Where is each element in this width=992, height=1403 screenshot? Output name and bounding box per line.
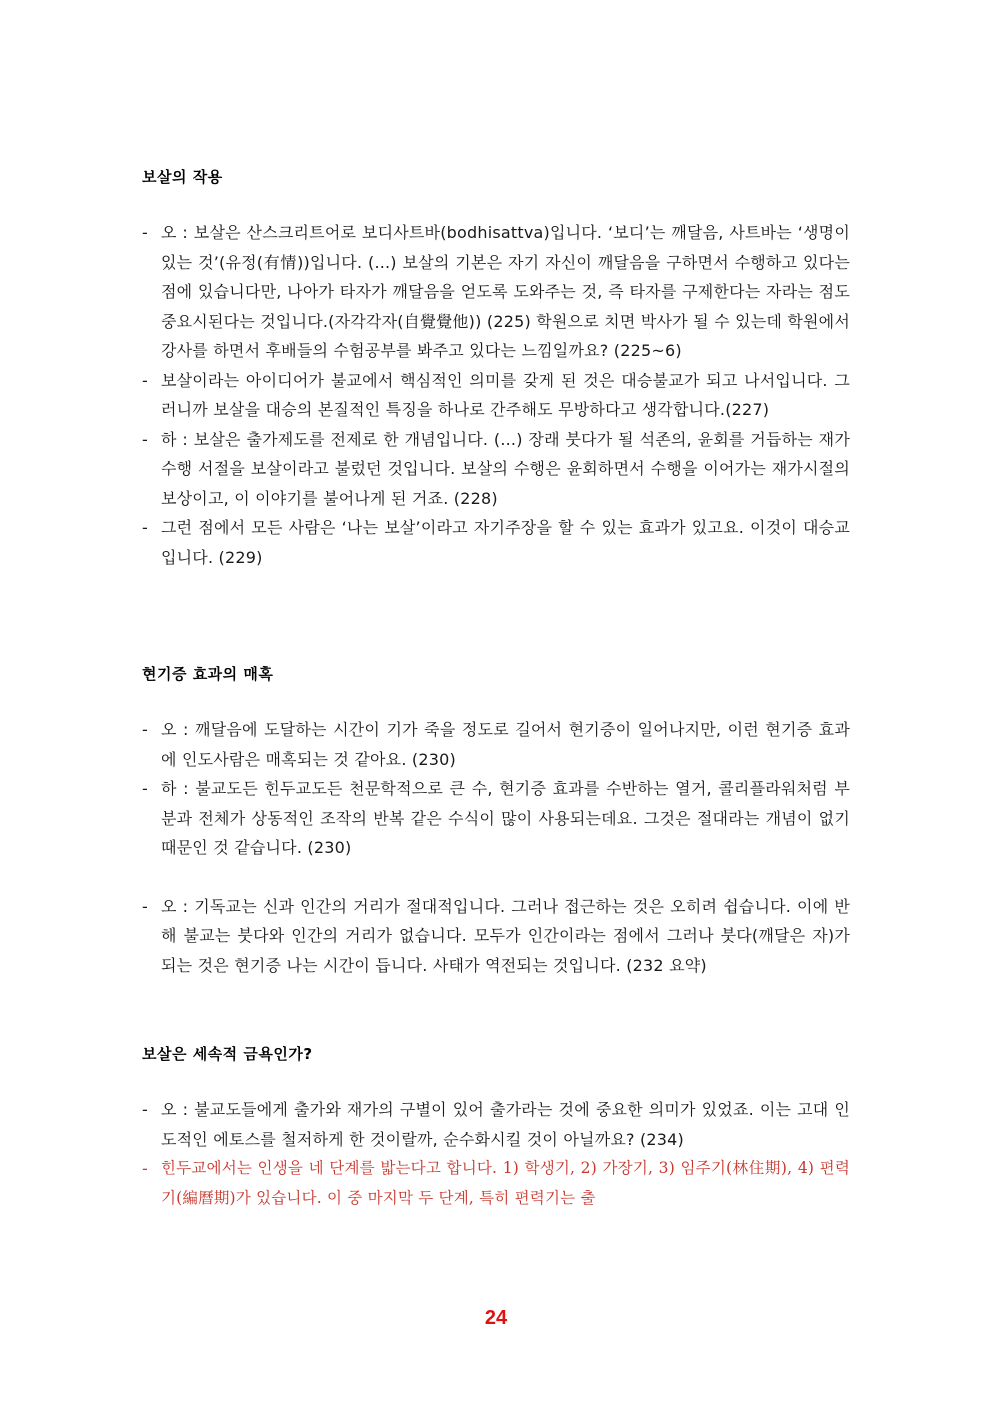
list-item-highlighted <box>142 1154 850 1213</box>
list-item <box>142 218 850 366</box>
list-item-text: 오 : 불교도들에게 출가와 재가의 구별이 있어 출가라는 것에 중요한 의미가 있었죠. 이는 고대 인도적인 에토스를 철저하게 한 것이랄까, 순수화시킬 것이 아닐까요? (234) <box>161 1100 850 1149</box>
list-item-text: 보살이라는 아이디어가 불교에서 핵심적인 의미를 갖게 된 것은 대승불교가 되고 나서입니다. 그러니까 보살을 대승의 본질적인 특징을 하나로 간주해도 무방하다고 생각합니다.(227) <box>161 370 850 419</box>
list-item-text: 힌두교에서는 인생을 네 단계를 밟는다고 합니다. 1) 학생기, 2) 가장기, 3) 임주기(林住期), 4) 편력기(編曆期)가 있습니다. 이 중 마지막 두 단계, 특히 편력기는 출 <box>161 1159 850 1207</box>
list-item <box>142 774 850 863</box>
list-item-text: 하 : 보살은 출가제도를 전제로 한 개념입니다. (...) 장래 붓다가 될 석존의, 윤회를 거듭하는 재가수행 서절을 보살이라고 불렀던 것입니다. 보살의 수행은 윤회하면서 수행을 이어가는 재가시절의 보상이고, 이 이야기를 불어나게 된 거죠. (228) <box>161 429 850 508</box>
list-item-text: 하 : 불교도든 힌두교도든 천문학적으로 큰 수, 현기증 효과를 수반하는 열거, 콜리플라워처럼 부분과 전체가 상동적인 조작의 반복 같은 수식이 많이 사용되는데요. 그것은 절대라는 개념이 없기 때문인 것 같습니다. (230) <box>161 779 850 857</box>
section-body <box>142 218 850 572</box>
list-item <box>142 366 850 425</box>
section-heading: 보살의 작용 <box>142 168 223 186</box>
page-number: 24 <box>484 1307 508 1329</box>
section-body <box>142 1095 850 1213</box>
bullet-dash: - <box>142 896 148 916</box>
section-body <box>142 715 850 980</box>
bullet-dash: - <box>142 779 148 798</box>
list-item <box>142 425 850 514</box>
bullet-dash: - <box>142 518 148 537</box>
list-item-text: 오 : 깨달음에 도달하는 시간이 기가 죽을 정도로 길어서 현기증이 일어나지만, 이런 현기증 효과에 인도사람은 매혹되는 것 같아요. (230) <box>161 720 850 769</box>
list-item-text: 오 : 보살은 산스크리트어로 보디사트바(bodhisattva)입니다. ‘보디’는 깨달음, 사트바는 ‘생명이 있는 것’(유정(有情))입니다. (...) 보살의 기본은 자기 자신이 깨달음을 구하면서 수행하고 있다는 점에 있습니다만, 나아가 타자가 깨달음을 얻도록 도와주는 것, 즉 타자를 구제한다는 자라는 점도 중요시된다는 것입니다.(자각각자(自覺覺他)) (225) 학원으로 치면 박사가 될 수 있는데 학원에서 강사를 하면서 후배들의 수험공부를 봐주고 있다는 느낌일까요? (225~6) <box>161 223 850 360</box>
section-heading: 보살은 세속적 금욕인가? <box>142 1045 313 1063</box>
section-heading: 현기증 효과의 매혹 <box>142 665 274 683</box>
bullet-dash: - <box>142 429 148 449</box>
bullet-dash: - <box>142 370 148 390</box>
list-item-text: 그런 점에서 모든 사람은 ‘나는 보살’이라고 자기주장을 할 수 있는 효과가 있고요. 이것이 대승교입니다. (229) <box>161 518 850 567</box>
bullet-dash: - <box>142 1159 148 1178</box>
bullet-dash: - <box>142 720 148 739</box>
bullet-dash: - <box>142 223 148 242</box>
list-item <box>142 715 850 774</box>
list-item <box>142 513 850 572</box>
list-item <box>142 1095 850 1154</box>
list-item <box>142 892 850 981</box>
bullet-dash: - <box>142 1100 148 1119</box>
list-item-text: 오 : 기독교는 신과 인간의 거리가 절대적입니다. 그러나 접근하는 것은 오히려 쉽습니다. 이에 반해 불교는 붓다와 인간의 거리가 없습니다. 모두가 인간이라는 점에서 그러나 붓다(깨달은 자)가 되는 것은 현기증 나는 시간이 듭니다. 사태가 역전되는 것입니다. (232 요약) <box>161 896 850 975</box>
